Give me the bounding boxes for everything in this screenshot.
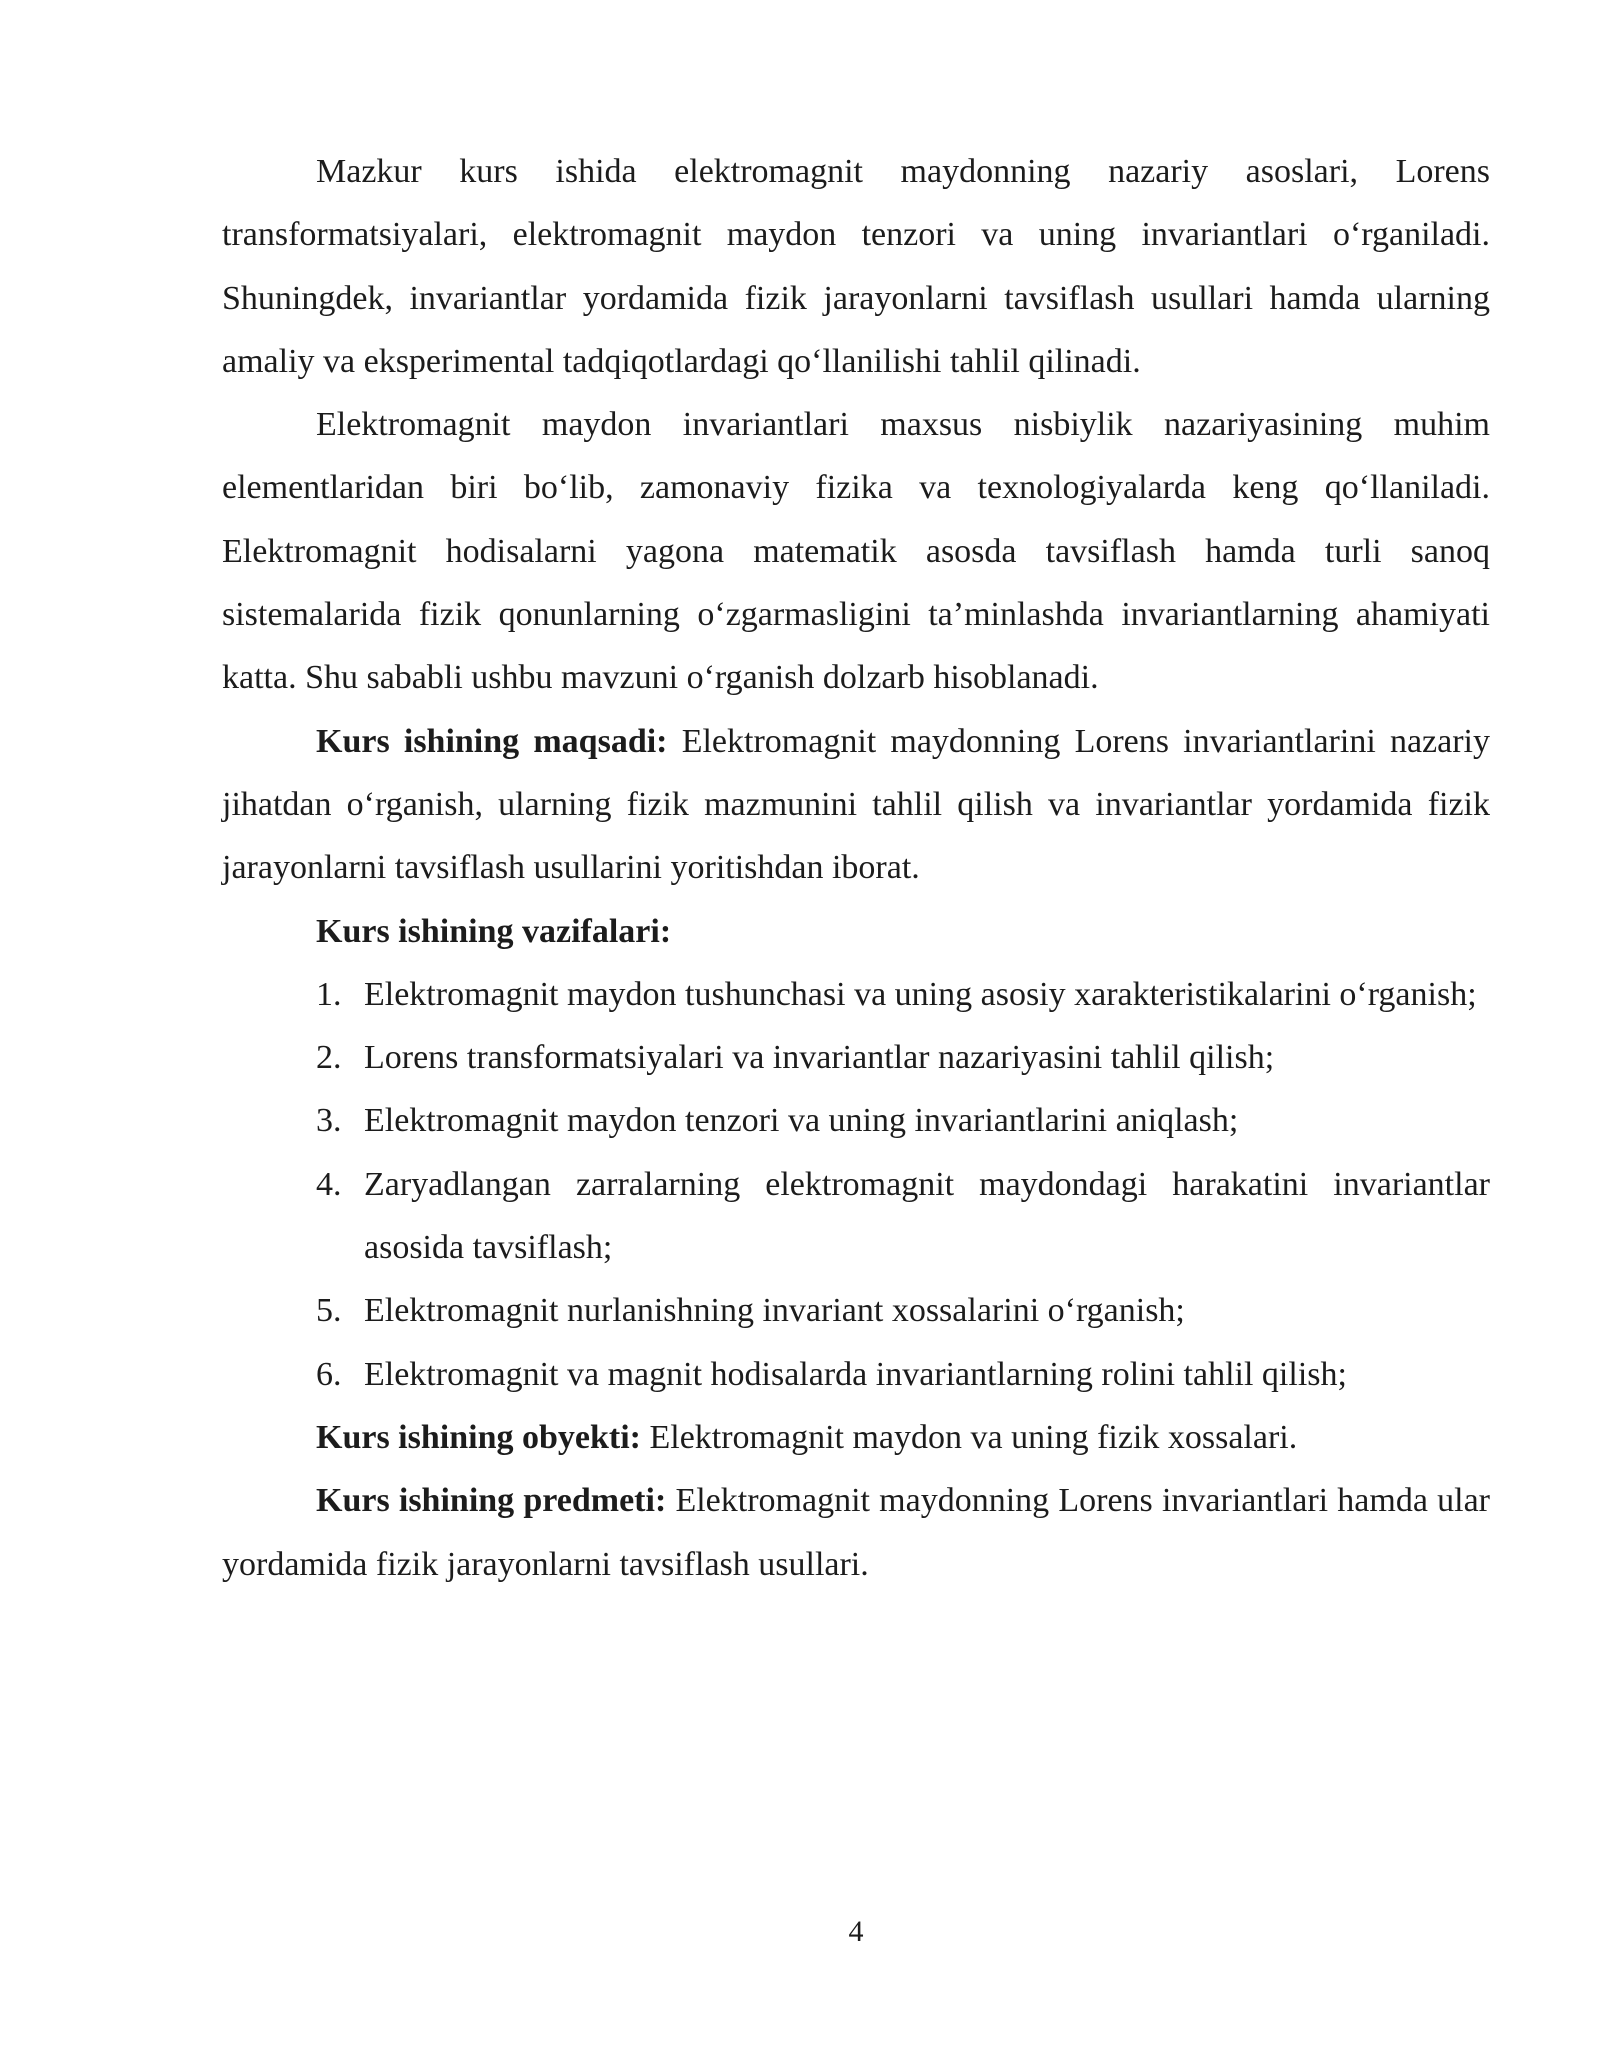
list-item [316,1026,1490,1089]
subject-text: Elektromagnit maydonning Lorens invariantlari hamda ular yordamida fizik jarayonlarni tavsiflash usullari. [222,1482,1490,1583]
list-item-number: 5. [316,1292,342,1330]
list-item-number: 4. [316,1165,342,1203]
goal-label: Kurs ishining maqsadi: [316,722,668,760]
list-item [316,963,1490,1026]
tasks-list [222,963,1490,1406]
page-number: 4 [848,1915,864,1948]
subject-label: Kurs ishining predmeti: [316,1482,667,1520]
list-item-number: 1. [316,975,342,1013]
list-item [316,1343,1490,1406]
document-page [222,140,1490,1596]
list-item-text: Elektromagnit va magnit hodisalarda invariantlarning rolini tahlil qilish; [364,1355,1347,1393]
object-text: Elektromagnit maydon va uning fizik xossalari. [649,1418,1298,1456]
tasks-label: Kurs ishining vazifalari: [316,912,672,950]
tasks-heading [222,900,1490,963]
list-item-text: Elektromagnit maydon tenzori va uning invariantlarini aniqlash; [364,1102,1239,1140]
list-item [316,1153,1490,1280]
goal-text: Elektromagnit maydonning Lorens invariantlarini nazariy jihatdan o‘rganish, ularning fizik mazmunini tahlil qilish va invariantlar yordamida fizik jarayonlarni tavsiflash usullarini yoritishdan iborat. [222,722,1490,887]
intro-paragraph: Mazkur kurs ishida elektromagnit maydonning nazariy asoslari, Lorens transformatsiyalari, elektromagnit maydon tenzori va uning invariantlari o‘rganiladi. Shuningdek, invariantlar yordamida fizik jarayonlarni tavsiflash usullari hamda ularning amaliy va eksperimental tadqiqotlardagi qo‘llanilishi tahlil qilinadi. [222,153,1490,380]
list-item-text: Lorens transformatsiyalari va invariantlar nazariyasini tahlil qilish; [364,1039,1275,1077]
list-item-number: 6. [316,1355,342,1393]
list-item [316,1089,1490,1152]
object-label: Kurs ishining obyekti: [316,1418,641,1456]
list-item-text: Zaryadlangan zarralarning elektromagnit maydondagi harakatini invariantlar asosida tavsiflash; [364,1165,1490,1267]
object-paragraph [222,1406,1490,1469]
goal-paragraph [222,710,1490,900]
subject-paragraph [222,1469,1490,1596]
list-item [316,1279,1490,1342]
list-item-text: Elektromagnit nurlanishning invariant xossalarini o‘rganish; [364,1292,1185,1330]
list-item-text: Elektromagnit maydon tushunchasi va uning asosiy xarakteristikalarini o‘rganish; [364,975,1477,1013]
list-item-number: 3. [316,1102,342,1140]
relevance-paragraph: Elektromagnit maydon invariantlari maxsus nisbiylik nazariyasining muhim elementlaridan biri bo‘lib, zamonaviy fizika va texnologiyalarda keng qo‘llaniladi. Elektromagnit hodisalarni yagona matematik asosda tavsiflash hamda turli sanoq sistemalarida fizik qonunlarning o‘zgarmasligini ta’minlashda invariantlarning ahamiyati katta. Shu sababli ushbu mavzuni o‘rganish dolzarb hisoblanadi. [222,406,1490,697]
list-item-number: 2. [316,1039,342,1077]
